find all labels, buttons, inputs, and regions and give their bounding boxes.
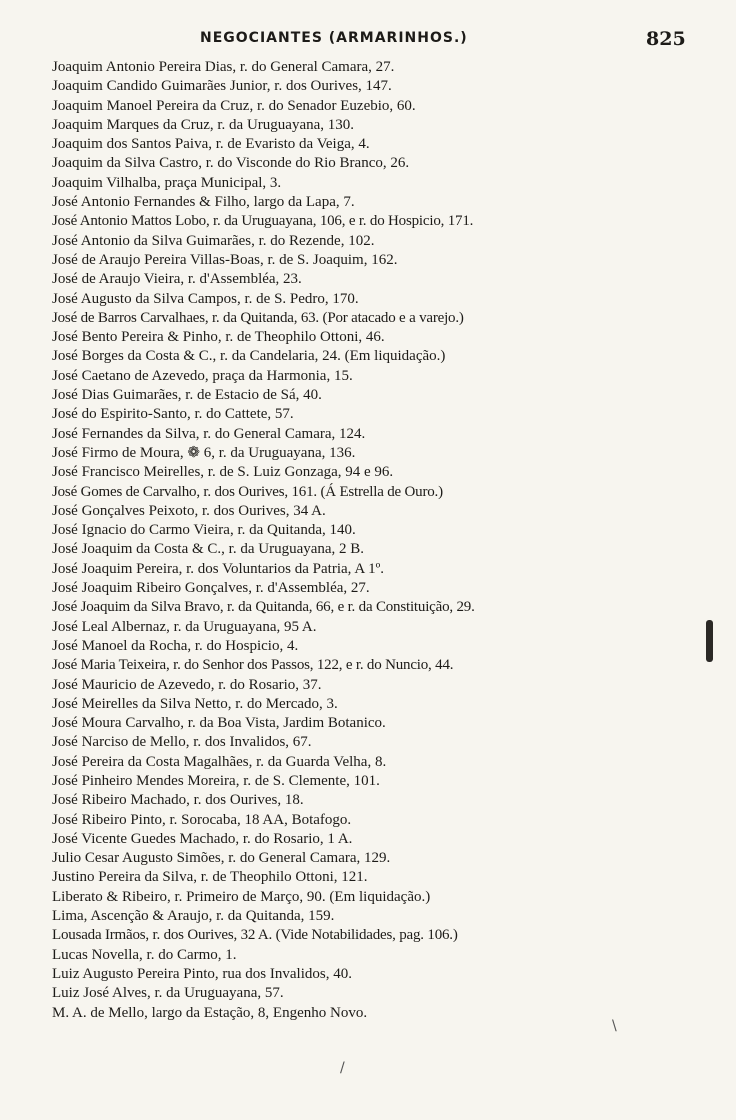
page-number: 825 bbox=[646, 28, 686, 50]
page-title: NEGOCIANTES (ARMARINHOS.) bbox=[200, 30, 468, 46]
list-item: José Vicente Guedes Machado, r. do Rosario, 1 A. bbox=[52, 830, 353, 847]
list-item: José Dias Guimarães, r. de Estacio de Sá, 40. bbox=[52, 387, 322, 404]
list-item: Joaquim Candido Guimarães Junior, r. dos Ourives, 147. bbox=[52, 78, 392, 95]
list-item: José Firmo de Moura, ❁ 6, r. da Uruguayana, 136. bbox=[52, 444, 356, 461]
list-item: José de Barros Carvalhaes, r. da Quitanda, 63. (Por atacado e a varejo.) bbox=[52, 309, 464, 326]
list-item: Luiz José Alves, r. da Uruguayana, 57. bbox=[52, 985, 284, 1002]
list-item: José Augusto da Silva Campos, r. de S. Pedro, 170. bbox=[52, 290, 359, 307]
list-item: Lima, Ascenção & Araujo, r. da Quitanda, 159. bbox=[52, 908, 335, 925]
list-item: José Antonio Mattos Lobo, r. da Uruguayana, 106, e r. do Hospicio, 171. bbox=[52, 213, 474, 230]
page-header bbox=[0, 30, 736, 52]
list-item: Julio Cesar Augusto Simões, r. do General Camara, 129. bbox=[52, 850, 391, 867]
list-item: José Joaquim da Costa & C., r. da Uruguayana, 2 B. bbox=[52, 541, 365, 558]
list-item: José Joaquim da Silva Bravo, r. da Quitanda, 66, e r. da Constituição, 29. bbox=[52, 599, 475, 616]
list-item: Lucas Novella, r. do Carmo, 1. bbox=[52, 946, 237, 963]
list-item: José Joaquim Pereira, r. dos Voluntarios da Patria, A 1º. bbox=[52, 560, 384, 577]
stray-pen-mark-icon: / bbox=[340, 1060, 345, 1076]
list-item: José Meirelles da Silva Netto, r. do Mercado, 3. bbox=[52, 695, 338, 712]
list-item: José Caetano de Azevedo, praça da Harmonia, 15. bbox=[52, 367, 353, 384]
list-item: José Ignacio do Carmo Vieira, r. da Quitanda, 140. bbox=[52, 522, 356, 539]
list-item: José Borges da Costa & C., r. da Candelaria, 24. (Em liquidação.) bbox=[52, 348, 446, 365]
list-item: José Bento Pereira & Pinho, r. de Theophilo Ottoni, 46. bbox=[52, 329, 385, 346]
list-item: José Francisco Meirelles, r. de S. Luiz Gonzaga, 94 e 96. bbox=[52, 464, 394, 481]
list-item: José Mauricio de Azevedo, r. do Rosario, 37. bbox=[52, 676, 322, 693]
list-item: Liberato & Ribeiro, r. Primeiro de Março, 90. (Em liquidação.) bbox=[52, 888, 431, 905]
list-item: José Fernandes da Silva, r. do General Camara, 124. bbox=[52, 425, 366, 442]
list-item: José Antonio da Silva Guimarães, r. do Rezende, 102. bbox=[52, 232, 375, 249]
list-item: José do Espirito-Santo, r. do Cattete, 57. bbox=[52, 406, 294, 423]
merchant-list bbox=[52, 58, 702, 1023]
list-item: José Pinheiro Mendes Moreira, r. de S. Clemente, 101. bbox=[52, 772, 380, 789]
list-item: José Gomes de Carvalho, r. dos Ourives, 161. (Á Estrella de Ouro.) bbox=[52, 483, 443, 500]
list-item: Joaquim Manoel Pereira da Cruz, r. do Senador Euzebio, 60. bbox=[52, 97, 416, 114]
list-item: Justino Pereira da Silva, r. de Theophilo Ottoni, 121. bbox=[52, 869, 368, 886]
list-item: José Leal Albernaz, r. da Uruguayana, 95 A. bbox=[52, 618, 317, 635]
list-item: José de Araujo Vieira, r. d'Assembléa, 23. bbox=[52, 271, 302, 288]
list-item: Joaquim da Silva Castro, r. do Visconde do Rio Branco, 26. bbox=[52, 155, 410, 172]
list-item: Joaquim dos Santos Paiva, r. de Evaristo da Veiga, 4. bbox=[52, 136, 370, 153]
list-item: José Maria Teixeira, r. do Senhor dos Passos, 122, e r. do Nuncio, 44. bbox=[52, 657, 454, 674]
list-item: Lousada Irmãos, r. dos Ourives, 32 A. (Vide Notabilidades, pag. 106.) bbox=[52, 927, 458, 944]
list-item: Joaquim Marques da Cruz, r. da Uruguayana, 130. bbox=[52, 116, 355, 133]
list-item: José Gonçalves Peixoto, r. dos Ourives, 34 A. bbox=[52, 502, 326, 519]
list-item: José Manoel da Rocha, r. do Hospicio, 4. bbox=[52, 637, 299, 654]
list-item: M. A. de Mello, largo da Estação, 8, Engenho Novo. bbox=[52, 1004, 368, 1021]
list-item: José Antonio Fernandes & Filho, largo da Lapa, 7. bbox=[52, 194, 355, 211]
list-item: José Ribeiro Pinto, r. Sorocaba, 18 AA, Botafogo. bbox=[52, 811, 352, 828]
stray-pen-mark-icon: \ bbox=[612, 1018, 617, 1034]
list-item: Joaquim Antonio Pereira Dias, r. do General Camara, 27. bbox=[52, 59, 395, 75]
list-item: José Joaquim Ribeiro Gonçalves, r. d'Assembléa, 27. bbox=[52, 580, 370, 597]
list-item: Luiz Augusto Pereira Pinto, rua dos Invalidos, 40. bbox=[52, 965, 352, 982]
list-item: Joaquim Vilhalba, praça Municipal, 3. bbox=[52, 174, 282, 191]
list-item: José Ribeiro Machado, r. dos Ourives, 18. bbox=[52, 792, 304, 809]
list-item: José Pereira da Costa Magalhães, r. da Guarda Velha, 8. bbox=[52, 753, 387, 770]
list-item: José Moura Carvalho, r. da Boa Vista, Jardim Botanico. bbox=[52, 715, 386, 732]
list-item: José de Araujo Pereira Villas-Boas, r. de S. Joaquim, 162. bbox=[52, 251, 398, 268]
list-item: José Narciso de Mello, r. dos Invalidos, 67. bbox=[52, 734, 312, 751]
ink-blot-mark bbox=[706, 620, 713, 662]
